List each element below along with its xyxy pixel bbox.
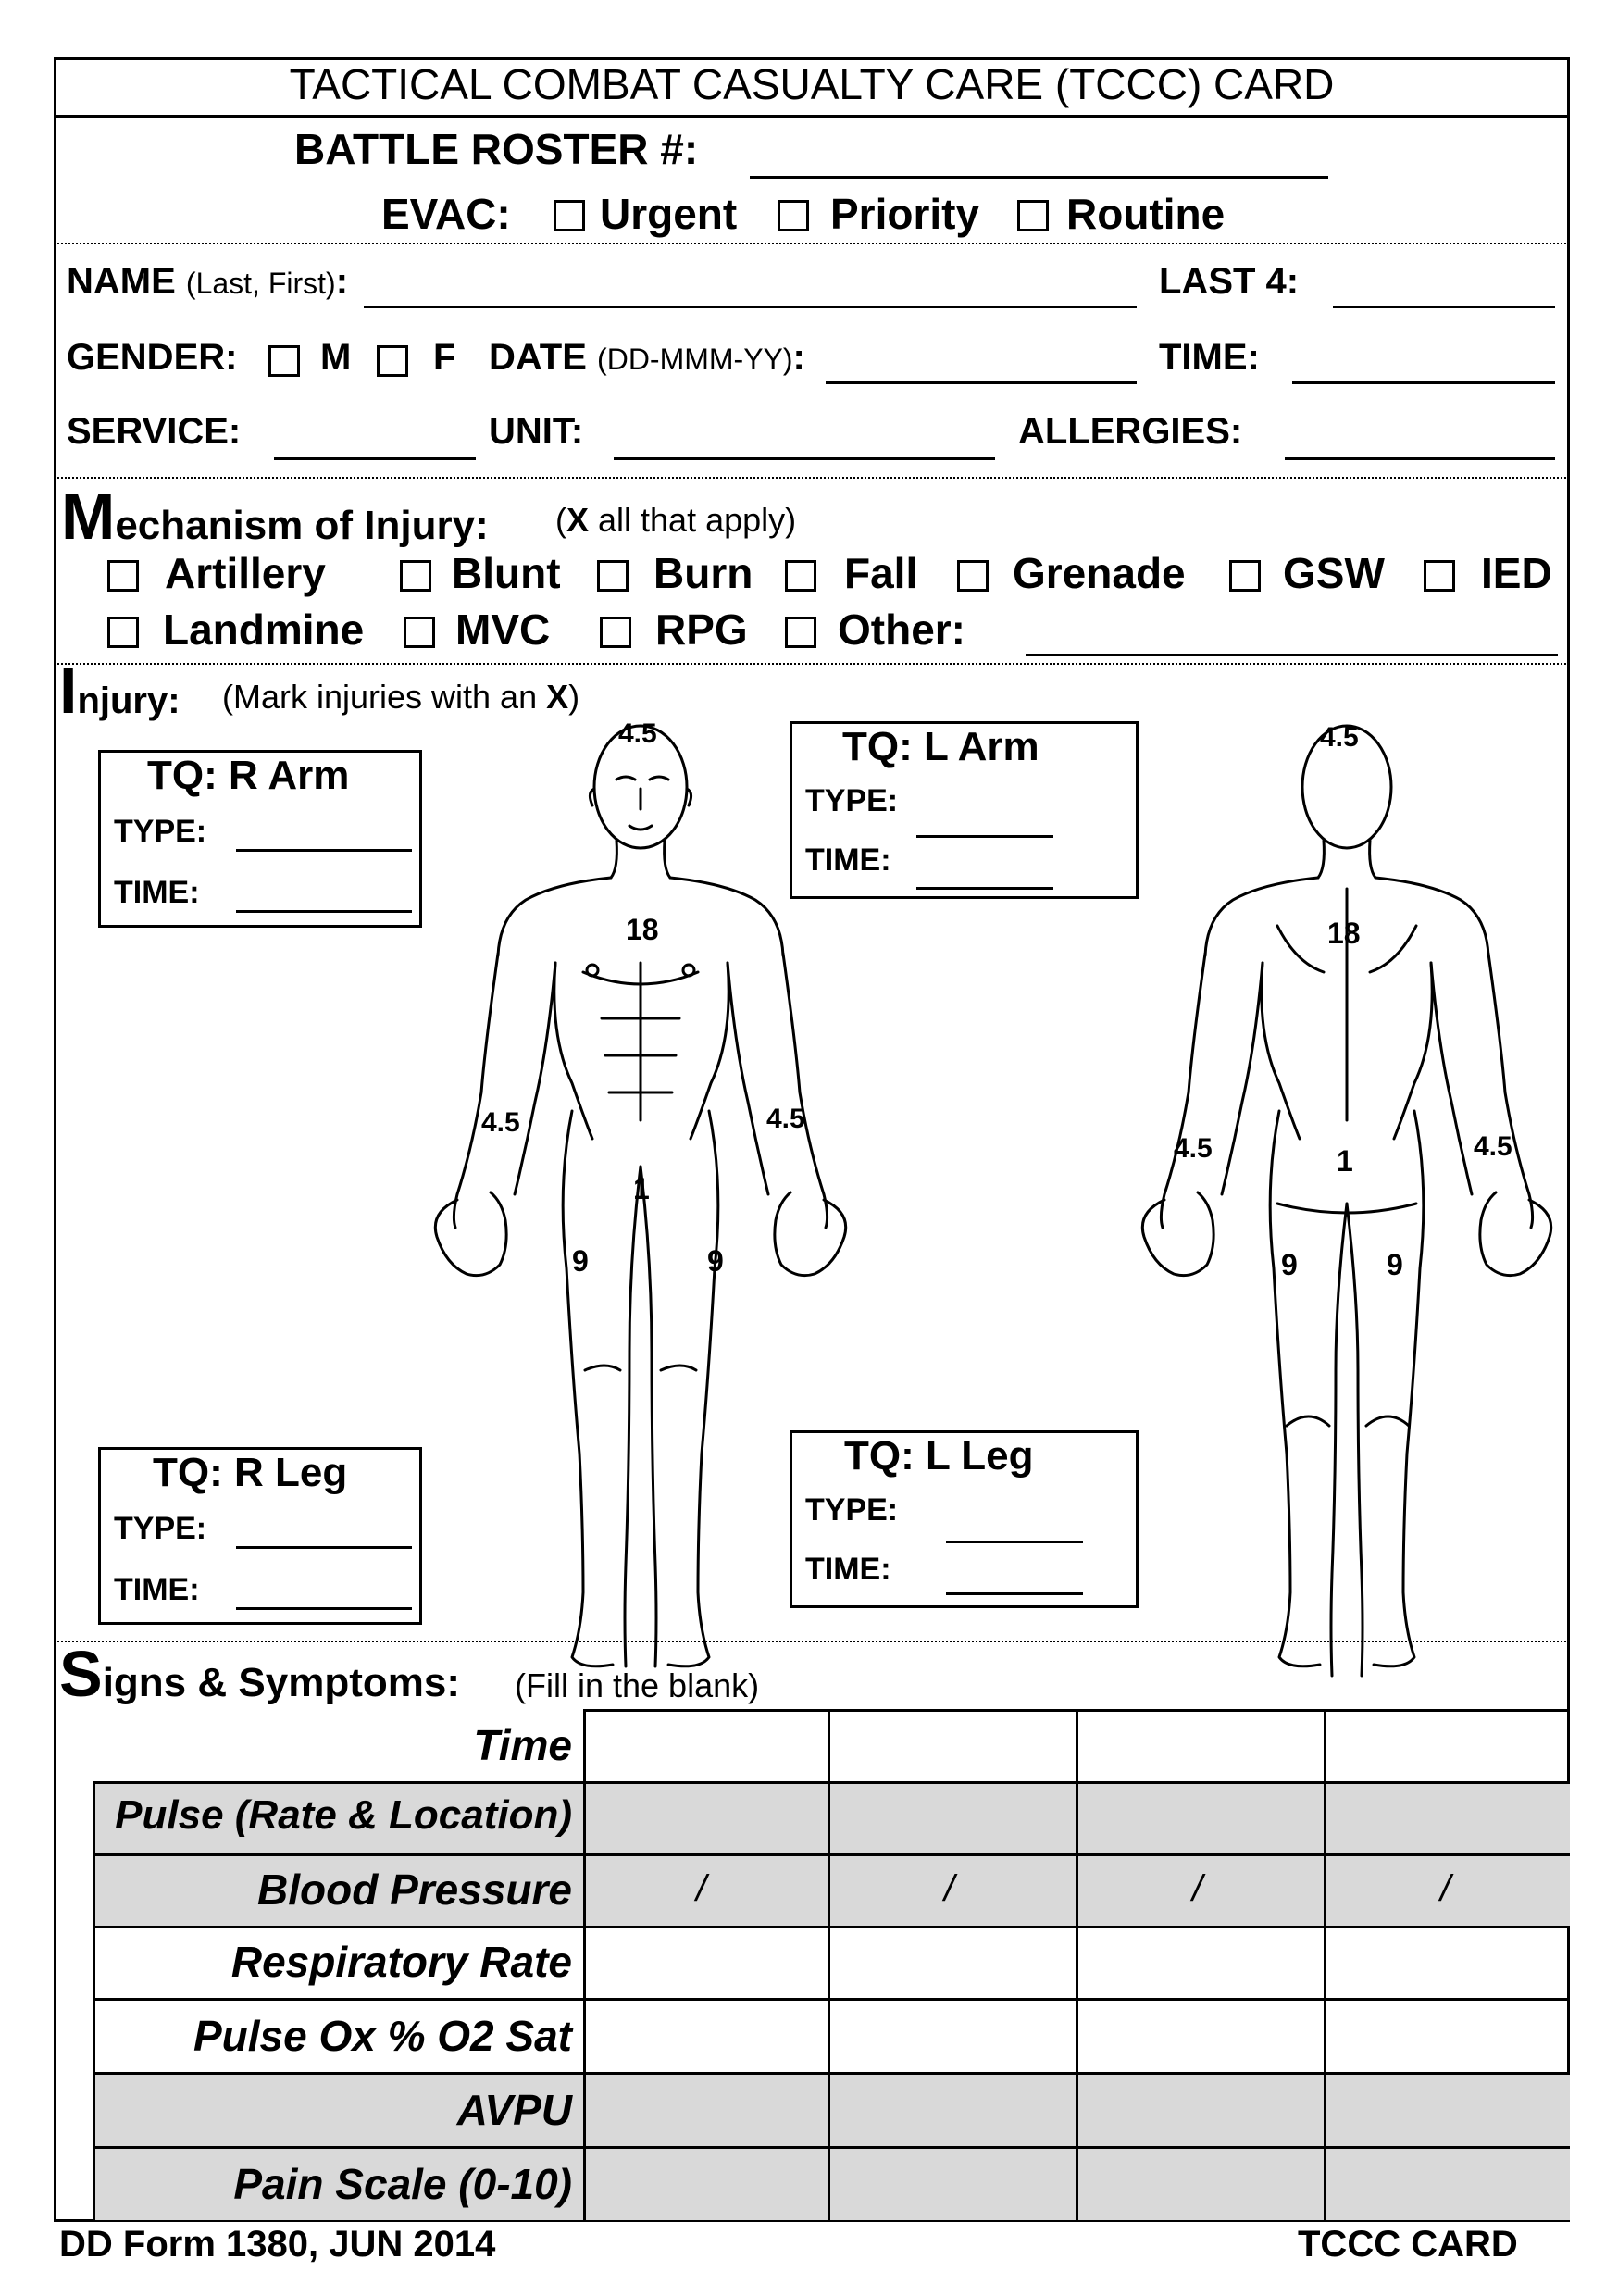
tq-l-arm-type-label: TYPE: [805,783,899,818]
front-chest-label: 18 [626,913,659,946]
grid-vline [583,1709,586,2220]
grid-line [93,2072,1570,2075]
tq-r-arm-time-label: TIME: [114,875,200,910]
grid-vline [1076,1709,1078,2220]
injury-cap: I [59,655,78,727]
mech-gsw-label: GSW [1283,549,1385,597]
injury-hint-open: (Mark injuries with an [222,678,547,716]
back-body-figure [1142,726,1550,1676]
front-head-label: 4.5 [618,718,657,749]
gender-m-label: M [320,337,352,378]
evac-routine-label: Routine [1066,190,1226,238]
tq-l-arm-title: TQ: L Arm [842,724,1039,769]
mech-other-label: Other: [838,605,965,654]
injury-hint-close: ) [568,678,580,716]
front-leg-l-label: 9 [707,1244,724,1278]
mech-burn-label: Burn [653,549,753,597]
service-label: SERVICE: [67,411,242,452]
mechanism-cap: M [61,480,116,553]
front-leg-r-label: 9 [572,1244,589,1278]
date-label-text: DATE [489,337,587,378]
evac-urgent-label: Urgent [600,190,738,238]
footer-form-number: DD Form 1380, JUN 2014 [59,2224,496,2265]
card-title: TACTICAL COMBAT CASUALTY CARE (TCCC) CARD [289,60,1335,108]
tq-r-arm-title: TQ: R Arm [147,753,350,798]
time-label: TIME: [1159,337,1260,378]
back-leg-r-label: 9 [1387,1248,1403,1281]
mechanism-hint-x: X [566,501,590,539]
mechanism-hint-rest: all that apply) [589,501,797,539]
bp-slash: / [1440,1868,1451,1909]
bp-slash: / [696,1868,707,1909]
mech-grenade-label: Grenade [1013,549,1186,597]
back-arm-r-label: 4.5 [1474,1131,1512,1162]
bp-slash: / [944,1868,955,1909]
grid-line [93,2146,1570,2149]
mech-ied-label: IED [1481,549,1552,597]
date-hint: (DD-MMM-YY) [597,343,793,376]
back-groin-label: 1 [1337,1144,1353,1178]
mech-blunt-label: Blunt [452,549,561,597]
tq-l-leg-time-label: TIME: [805,1552,891,1587]
back-head-label: 4.5 [1320,722,1359,753]
row-label-respiratory-rate: Respiratory Rate [230,1938,572,1986]
tq-l-arm-time-label: TIME: [805,842,891,878]
bp-slash: / [1192,1868,1203,1909]
front-groin-label: 1 [633,1172,650,1205]
evac-priority-label: Priority [830,190,980,238]
tq-r-leg-title: TQ: R Leg [153,1450,348,1495]
tq-l-leg-type-label: TYPE: [805,1492,899,1528]
tq-l-leg-title: TQ: L Leg [844,1433,1034,1479]
tq-r-arm-type-label: TYPE: [114,814,207,849]
grid-vline [93,1781,95,2220]
tq-r-leg-type-label: TYPE: [114,1511,207,1546]
grid-line [93,1998,1570,2001]
mech-mvc-label: MVC [455,605,551,654]
grid-vline [1324,1709,1326,2220]
grid-line [93,1781,1570,1784]
row-label-avpu: AVPU [456,2086,572,2134]
mechanism-hint-open: ( [555,501,566,539]
unit-label: UNIT: [489,411,584,452]
name-colon: : [335,261,349,302]
gender-f-label: F [433,337,456,378]
grid-line [93,1853,1570,1856]
injury-hint-x: X [546,678,569,716]
signs-heading [59,1637,460,1711]
front-arm-l-label: 4.5 [766,1104,805,1134]
row-label-blood-pressure: Blood Pressure [257,1866,572,1914]
mech-landmine-label: Landmine [163,605,365,654]
name-label-text: NAME [67,261,176,302]
front-arm-r-label: 4.5 [481,1107,520,1138]
date-colon: : [792,337,805,378]
mech-fall-label: Fall [844,549,918,597]
row-label-time: Time [473,1721,572,1769]
back-arm-l-label: 4.5 [1174,1133,1213,1164]
evac-label: EVAC: [381,190,511,238]
back-chest-label: 18 [1327,917,1361,950]
signs-heading-text: igns & Symptoms: [102,1660,460,1705]
footer-card-name: TCCC CARD [1298,2224,1518,2265]
grid-line [93,1926,1570,1928]
signs-hint: (Fill in the blank) [515,1666,760,1704]
tq-r-leg-time-label: TIME: [114,1572,200,1607]
row-label-pulse: Pulse (Rate & Location) [115,1792,572,1838]
last4-label: LAST 4: [1159,261,1300,302]
battle-roster-label: BATTLE ROSTER #: [294,125,699,173]
mech-artillery-label: Artillery [165,549,326,597]
gender-label: GENDER: [67,337,238,378]
grid-vline [828,1709,830,2220]
row-label-pain-scale: Pain Scale (0-10) [233,2160,572,2208]
mechanism-heading-text: echanism of Injury: [115,503,489,548]
injury-heading-text: njury: [77,680,180,721]
allergies-label: ALLERGIES: [1018,411,1243,452]
name-hint: (Last, First) [185,267,336,300]
row-label-pulse-ox: Pulse Ox % O2 Sat [193,2012,572,2060]
mech-rpg-label: RPG [655,605,748,654]
signs-cap: S [59,1638,103,1710]
back-leg-l-label: 9 [1281,1248,1298,1281]
